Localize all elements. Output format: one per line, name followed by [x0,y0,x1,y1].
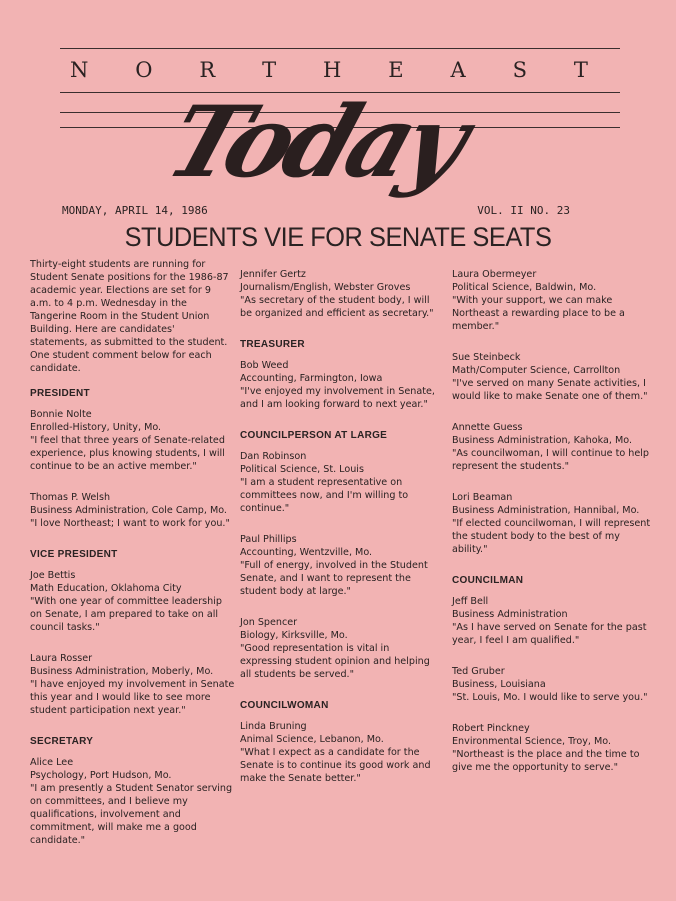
candidate-major: Business Administration [452,609,568,620]
section-heading: SECRETARY [30,736,94,747]
masthead-letter: A [450,58,468,82]
candidate-name: Lori Beaman [452,492,513,503]
candidate-statement: "Northeast is the place and the time to give me the opportunity to serve." [452,749,640,773]
candidate-entry [452,421,657,473]
candidate-entry [452,351,657,403]
candidate-name: Alice Lee [30,757,74,768]
candidate-major: Business Administration, Kahoka, Mo. [452,435,632,446]
candidate-statement: "I love Northeast; I want to work for you." [30,518,230,529]
candidate-statement: "With one year of committee leadership on Senate, I am prepared to take on all council tasks." [30,596,222,633]
candidate-name: Annette Guess [452,422,523,433]
section-heading: PRESIDENT [30,388,90,399]
candidate-name: Joe Bettis [30,570,76,581]
candidate-major: Business Administration, Moberly, Mo. [30,666,214,677]
candidate-name: Thomas P. Welsh [30,492,111,503]
candidate-major: Business Administration, Hannibal, Mo. [452,505,640,516]
candidate-entry [240,533,440,598]
candidate-entry [452,595,657,647]
candidate-statement: "As councilwoman, I will continue to help represent the students." [452,448,650,472]
candidate-major: Business, Louisiana [452,679,546,690]
column-3 [452,268,657,792]
masthead-rule-top [60,48,620,49]
candidate-name: Paul Phillips [240,534,297,545]
candidate-name: Jennifer Gertz [240,269,306,280]
issue-date: MONDAY, APRIL 14, 1986 [62,204,208,217]
section-heading: COUNCILWOMAN [240,700,329,711]
candidate-entry [240,616,440,681]
candidate-major: Math Education, Oklahoma City [30,583,182,594]
candidate-statement: "I have enjoyed my involvement in Senate this year and I would like to see more student participation next year." [30,679,235,716]
section-heading: COUNCILPERSON AT LARGE [240,430,388,441]
candidate-statement: "I am a student representative on committees now, and I'm willing to continue." [240,477,409,514]
candidate-entry [30,491,235,530]
candidate-entry [240,359,440,411]
candidate-statement: "As secretary of the student body, I will be organized and efficient as secretary." [240,295,434,319]
candidate-statement: "If elected councilwoman, I will represent the student body to the best of my ability." [452,518,651,555]
candidate-name: Laura Obermeyer [452,269,537,280]
candidate-name: Robert Pinckney [452,723,530,734]
candidate-statement: "With your support, we can make Northeast a rewarding place to be a member." [452,295,625,332]
candidate-name: Linda Bruning [240,721,307,732]
masthead-letter: H [323,58,344,82]
masthead-letter: R [199,58,218,82]
candidate-entry [452,491,657,556]
candidate-statement: "Full of energy, involved in the Student Senate, and I want to represent the student body at large." [240,560,428,597]
masthead-letter: O [135,58,155,82]
candidate-statement: "I feel that three years of Senate-related experience, plus knowing students, I will continue to be an active member." [30,435,225,472]
candidate-name: Sue Steinbeck [452,352,521,363]
section-heading: COUNCILMAN [452,575,524,586]
candidate-entry [452,665,657,704]
candidate-name: Laura Rosser [30,653,93,664]
candidate-entry [30,756,235,847]
candidate-entry [240,720,440,785]
candidate-major: Enrolled-History, Unity, Mo. [30,422,162,433]
dateline [62,204,570,217]
column-1 [30,258,235,865]
candidate-major: Environmental Science, Troy, Mo. [452,736,611,747]
candidate-major: Business Administration, Cole Camp, Mo. [30,505,227,516]
today-logo [150,76,478,201]
candidate-entry [240,268,440,320]
issue-volume: VOL. II NO. 23 [477,204,570,217]
candidate-statement: "St. Louis, Mo. I would like to serve you." [452,692,648,703]
candidate-name: Jeff Bell [452,596,489,607]
candidate-statement: "I've enjoyed my involvement in Senate, and I am looking forward to next year." [240,386,435,410]
candidate-statement: "As I have served on Senate for the past year, I feel I am qualified." [452,622,647,646]
masthead-letter: E [388,58,406,82]
masthead-letter: T [573,58,590,82]
candidate-name: Bonnie Nolte [30,409,92,420]
candidate-entry [452,268,657,333]
candidate-major: Accounting, Farmington, Iowa [240,373,383,384]
intro-paragraph: Thirty-eight students are running for Student Senate positions for the 1986-87 academic year. Elections are set for 9 a.m. to 4 p.m. Wednesday in the Tangerine Room in the Student Union Building. Here are candidates' statements, as submitted to the student. One student comment below for each candidate. [30,259,229,374]
candidate-major: Biology, Kirksville, Mo. [240,630,348,641]
headline: STUDENTS VIE FOR SENATE SEATS [124,222,552,252]
masthead [0,0,676,205]
masthead-letter: N [70,58,91,82]
candidate-name: Bob Weed [240,360,289,371]
masthead-letter: T [262,58,279,82]
candidate-entry [240,450,440,515]
candidate-major: Political Science, St. Louis [240,464,364,475]
candidate-name: Ted Gruber [452,666,505,677]
candidate-major: Journalism/English, Webster Groves [240,282,411,293]
candidate-major: Accounting, Wentzville, Mo. [240,547,373,558]
candidate-statement: "What I expect as a candidate for the Senate is to continue its good work and make the Senate better." [240,747,431,784]
candidate-entry [30,569,235,634]
section-heading: VICE PRESIDENT [30,549,118,560]
candidate-name: Jon Spencer [240,617,298,628]
candidate-statement: "Good representation is vital in expressing student opinion and helping all students be served." [240,643,430,680]
candidate-major: Psychology, Port Hudson, Mo. [30,770,172,781]
candidate-statement: "I've served on many Senate activities, I would like to make Senate one of them." [452,378,648,402]
section-heading: TREASURER [240,339,305,350]
today-logo-text: Today [153,84,478,200]
candidate-entry [452,722,657,774]
candidate-entry [30,408,235,473]
candidate-name: Dan Robinson [240,451,307,462]
column-2 [240,268,440,803]
candidate-entry [30,652,235,717]
candidate-major: Animal Science, Lebanon, Mo. [240,734,384,745]
candidate-statement: "I am presently a Student Senator serving on committees, and I believe my qualifications, involvement and commitment, will make me a good candidate." [30,783,233,846]
candidate-major: Math/Computer Science, Carrollton [452,365,621,376]
masthead-letter: S [512,58,529,82]
candidate-major: Political Science, Baldwin, Mo. [452,282,597,293]
